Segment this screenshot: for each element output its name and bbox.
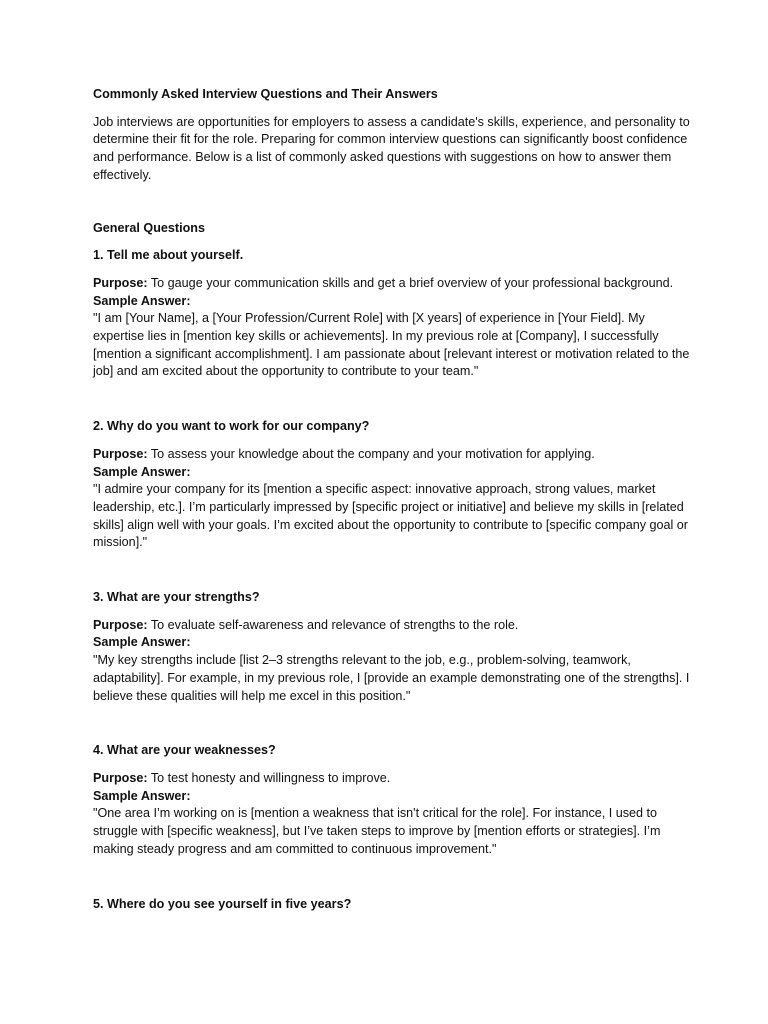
sample-answer-text: "One area I’m working on is [mention a weakness that isn't critical for the role]. For instance, I used to struggle with [specific weakness], but I’ve taken steps to improve by [mention efforts or strategies]. I’m making steady progress and am committed to continuous improvement." xyxy=(93,806,661,856)
purpose-label: Purpose: xyxy=(93,617,148,632)
document-title: Commonly Asked Interview Questions and Their Answers xyxy=(93,87,438,101)
document-page xyxy=(93,86,693,923)
sample-answer-text: "I am [Your Name], a [Your Profession/Current Role] with [X years] of experience in [Your Field]. My expertise lies in [mention key skills or achievements]. In my previous role at [Company], I successfully [mention a significant accomplishment]. I am passionate about [relevant interest or motivation related to the job] and am excited about the opportunity to contribute to your team." xyxy=(93,311,690,379)
purpose-text: To evaluate self-awareness and relevance of strengths to the role. xyxy=(150,617,519,632)
question-purpose xyxy=(93,617,693,635)
sample-answer-text: "I admire your company for its [mention a specific aspect: innovative approach, strong values, market leadership, etc.]. I’m particularly impressed by [specific project or initiative] and believe my skills in [related skills] align well with your goals. I’m excited about the opportunity to contribute to [specific company goal or mission]." xyxy=(93,482,689,550)
purpose-text: To gauge your communication skills and get a brief overview of your professional background. xyxy=(150,275,674,290)
sample-answer-text: "My key strengths include [list 2–3 strengths relevant to the job, e.g., problem-solving, teamwork, adaptability]. For example, in my previous role, I [provide an example demonstrating one of the strengths]. I believe these qualities will help me excel in this position." xyxy=(93,653,690,703)
question-title: 2. Why do you want to work for our company? xyxy=(93,419,370,434)
purpose-label: Purpose: xyxy=(93,275,148,290)
purpose-label: Purpose: xyxy=(93,446,148,461)
question-title: 5. Where do you see yourself in five years? xyxy=(93,896,352,911)
question-4 xyxy=(93,742,693,858)
question-5 xyxy=(93,896,693,914)
question-purpose xyxy=(93,770,693,788)
sample-answer-label: Sample Answer: xyxy=(93,635,191,650)
question-1 xyxy=(93,247,693,381)
purpose-text: To assess your knowledge about the company and your motivation for applying. xyxy=(150,446,595,461)
sample-answer-label: Sample Answer: xyxy=(93,788,191,803)
question-purpose xyxy=(93,275,693,293)
purpose-label: Purpose: xyxy=(93,770,148,785)
question-2 xyxy=(93,418,693,552)
purpose-text: To test honesty and willingness to improve. xyxy=(150,770,391,785)
question-purpose xyxy=(93,446,693,464)
question-3 xyxy=(93,589,693,705)
sample-answer-label: Sample Answer: xyxy=(93,293,191,308)
question-title: 4. What are your weaknesses? xyxy=(93,743,276,758)
intro-paragraph: Job interviews are opportunities for employers to assess a candidate's skills, experience, and personality to determine their fit for the role. Preparing for common interview questions can significantly boost confidence and performance. Below is a list of commonly asked questions with suggestions on how to answer them effectively. xyxy=(93,114,690,182)
question-title: 3. What are your strengths? xyxy=(93,590,260,605)
section-heading: General Questions xyxy=(93,220,205,235)
sample-answer-label: Sample Answer: xyxy=(93,464,191,479)
question-title: 1. Tell me about yourself. xyxy=(93,248,244,263)
